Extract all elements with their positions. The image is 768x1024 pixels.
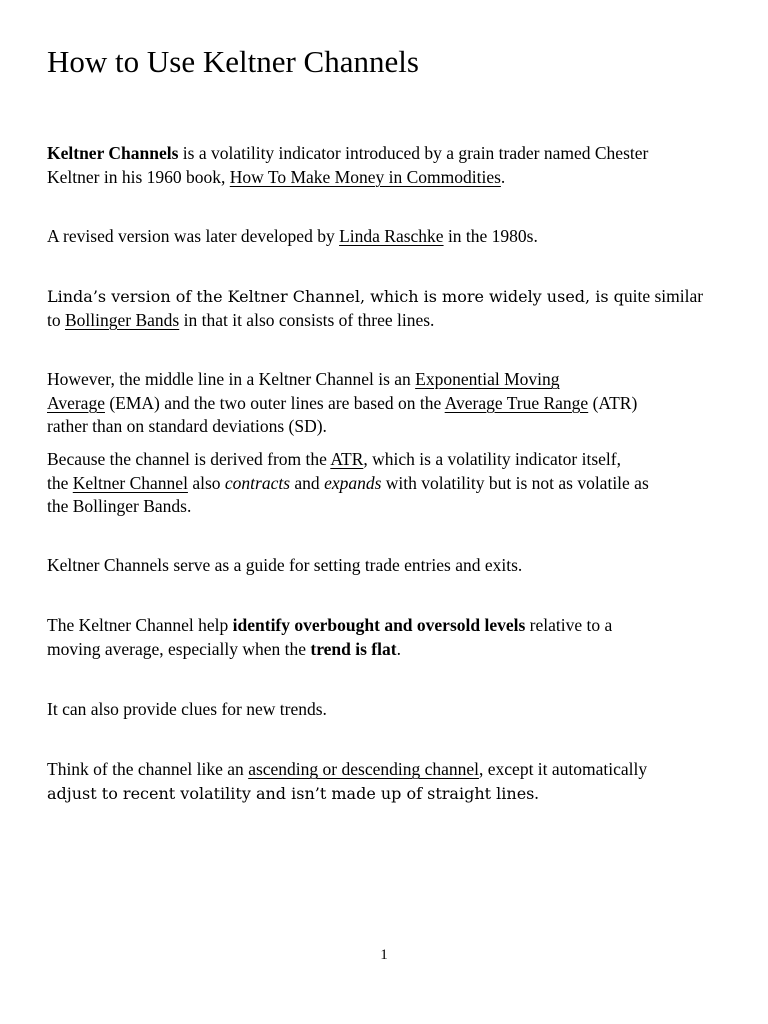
italic-term-expands: expands bbox=[324, 472, 382, 493]
text-run: Because the channel is derived from the bbox=[47, 449, 331, 469]
link-how-to-make-money-in-commodities[interactable]: How To Make Money in Commodities bbox=[229, 166, 501, 187]
paragraph-new-trends bbox=[47, 698, 727, 722]
link-exponential-moving-average[interactable]: Exponential Moving bbox=[415, 369, 560, 389]
paragraph-line bbox=[47, 368, 727, 392]
text-run: also bbox=[187, 472, 225, 493]
paragraph-line bbox=[47, 638, 727, 662]
paragraph-line bbox=[47, 614, 727, 638]
text-run: Think of the channel like an bbox=[47, 759, 249, 779]
text-run: However, the middle line in a Keltner Channel is an bbox=[47, 369, 416, 389]
text-run: . bbox=[396, 638, 401, 659]
text-run: is a volatility indicator introduced by a grain trader named Chester bbox=[178, 143, 649, 163]
page-number: 1 bbox=[380, 947, 388, 963]
paragraph-line bbox=[47, 166, 727, 190]
text-run: moving average, especially when the bbox=[47, 638, 311, 659]
paragraph-line bbox=[47, 472, 727, 496]
link-linda-raschke[interactable]: Linda Raschke bbox=[339, 226, 444, 246]
paragraph-line bbox=[47, 782, 727, 806]
paragraph-atr-derived bbox=[47, 448, 727, 519]
link-average-true-range[interactable]: Average True Range bbox=[444, 392, 589, 413]
text-run: It can also provide clues for new trends. bbox=[47, 699, 327, 719]
text-run: in that it also consists of three lines. bbox=[179, 309, 435, 330]
text-run: with volatility but is not as volatile as bbox=[381, 472, 649, 493]
text-run: uite similar bbox=[623, 286, 704, 306]
paragraph-middle-line bbox=[47, 368, 727, 439]
paragraph-line bbox=[47, 495, 727, 519]
link-bollinger-bands[interactable]: Bollinger Bands bbox=[65, 309, 180, 330]
paragraph-revised-version bbox=[47, 225, 727, 249]
paragraph-line bbox=[47, 758, 727, 782]
paragraph-intro bbox=[47, 142, 727, 189]
text-run: Linda’s version of the Keltner Channel, which is more widely used, is q bbox=[47, 287, 624, 306]
text-run: . bbox=[500, 166, 506, 187]
text-run: Keltner Channels serve as a guide for setting trade entries and exits. bbox=[47, 555, 523, 575]
italic-term-contracts: contracts bbox=[224, 472, 291, 493]
paragraph-guide bbox=[47, 554, 727, 578]
paragraph-channel-analogy bbox=[47, 758, 727, 805]
text-run: A revised version was later developed by bbox=[47, 226, 340, 246]
bold-term-keltner-channels: Keltner Channels bbox=[47, 143, 179, 163]
paragraph-line bbox=[47, 225, 727, 249]
text-run: (EMA) and the two outer lines are based on the bbox=[104, 392, 445, 413]
text-run: to bbox=[47, 309, 65, 330]
paragraph-line bbox=[47, 698, 727, 722]
text-run: (ATR) bbox=[588, 392, 638, 413]
text-run: and bbox=[290, 472, 325, 493]
paragraph-line bbox=[47, 309, 727, 333]
page-title: How to Use Keltner Channels bbox=[47, 44, 419, 79]
link-ascending-or-descending-channel[interactable]: ascending or descending channel bbox=[248, 759, 480, 779]
text-run: relative to a bbox=[525, 615, 613, 635]
paragraph-line bbox=[47, 448, 727, 472]
paragraph-line bbox=[47, 285, 727, 309]
text-run: , which is a volatility indicator itself, bbox=[363, 449, 621, 469]
paragraph-line bbox=[47, 554, 727, 578]
text-run: . bbox=[534, 782, 539, 803]
bold-phrase-trend-is-flat: trend is flat bbox=[310, 638, 397, 659]
text-run: the Bollinger Bands. bbox=[47, 496, 192, 516]
text-run: Keltner in his 1960 book, bbox=[47, 166, 230, 187]
paragraph-lindas-version bbox=[47, 285, 727, 332]
text-run: rather than on standard deviations (SD). bbox=[47, 416, 327, 436]
text-run: in the 1980s. bbox=[443, 226, 538, 246]
text-run: the bbox=[47, 472, 73, 493]
paragraph-line bbox=[47, 415, 727, 439]
paragraph-overbought-oversold bbox=[47, 614, 727, 661]
bold-phrase-overbought-oversold: identify overbought and oversold levels bbox=[232, 615, 526, 635]
paragraph-line bbox=[47, 392, 727, 416]
link-atr[interactable]: ATR bbox=[330, 449, 364, 469]
text-run: , except it automatically bbox=[479, 759, 648, 779]
text-run: adjust to recent volatility and isn’t made up of straight lines bbox=[47, 783, 535, 803]
link-exponential-moving-average[interactable]: Average bbox=[47, 392, 105, 413]
paragraph-line bbox=[47, 142, 727, 166]
text-run: The Keltner Channel help bbox=[47, 615, 233, 635]
link-keltner-channel[interactable]: Keltner Channel bbox=[72, 472, 188, 493]
